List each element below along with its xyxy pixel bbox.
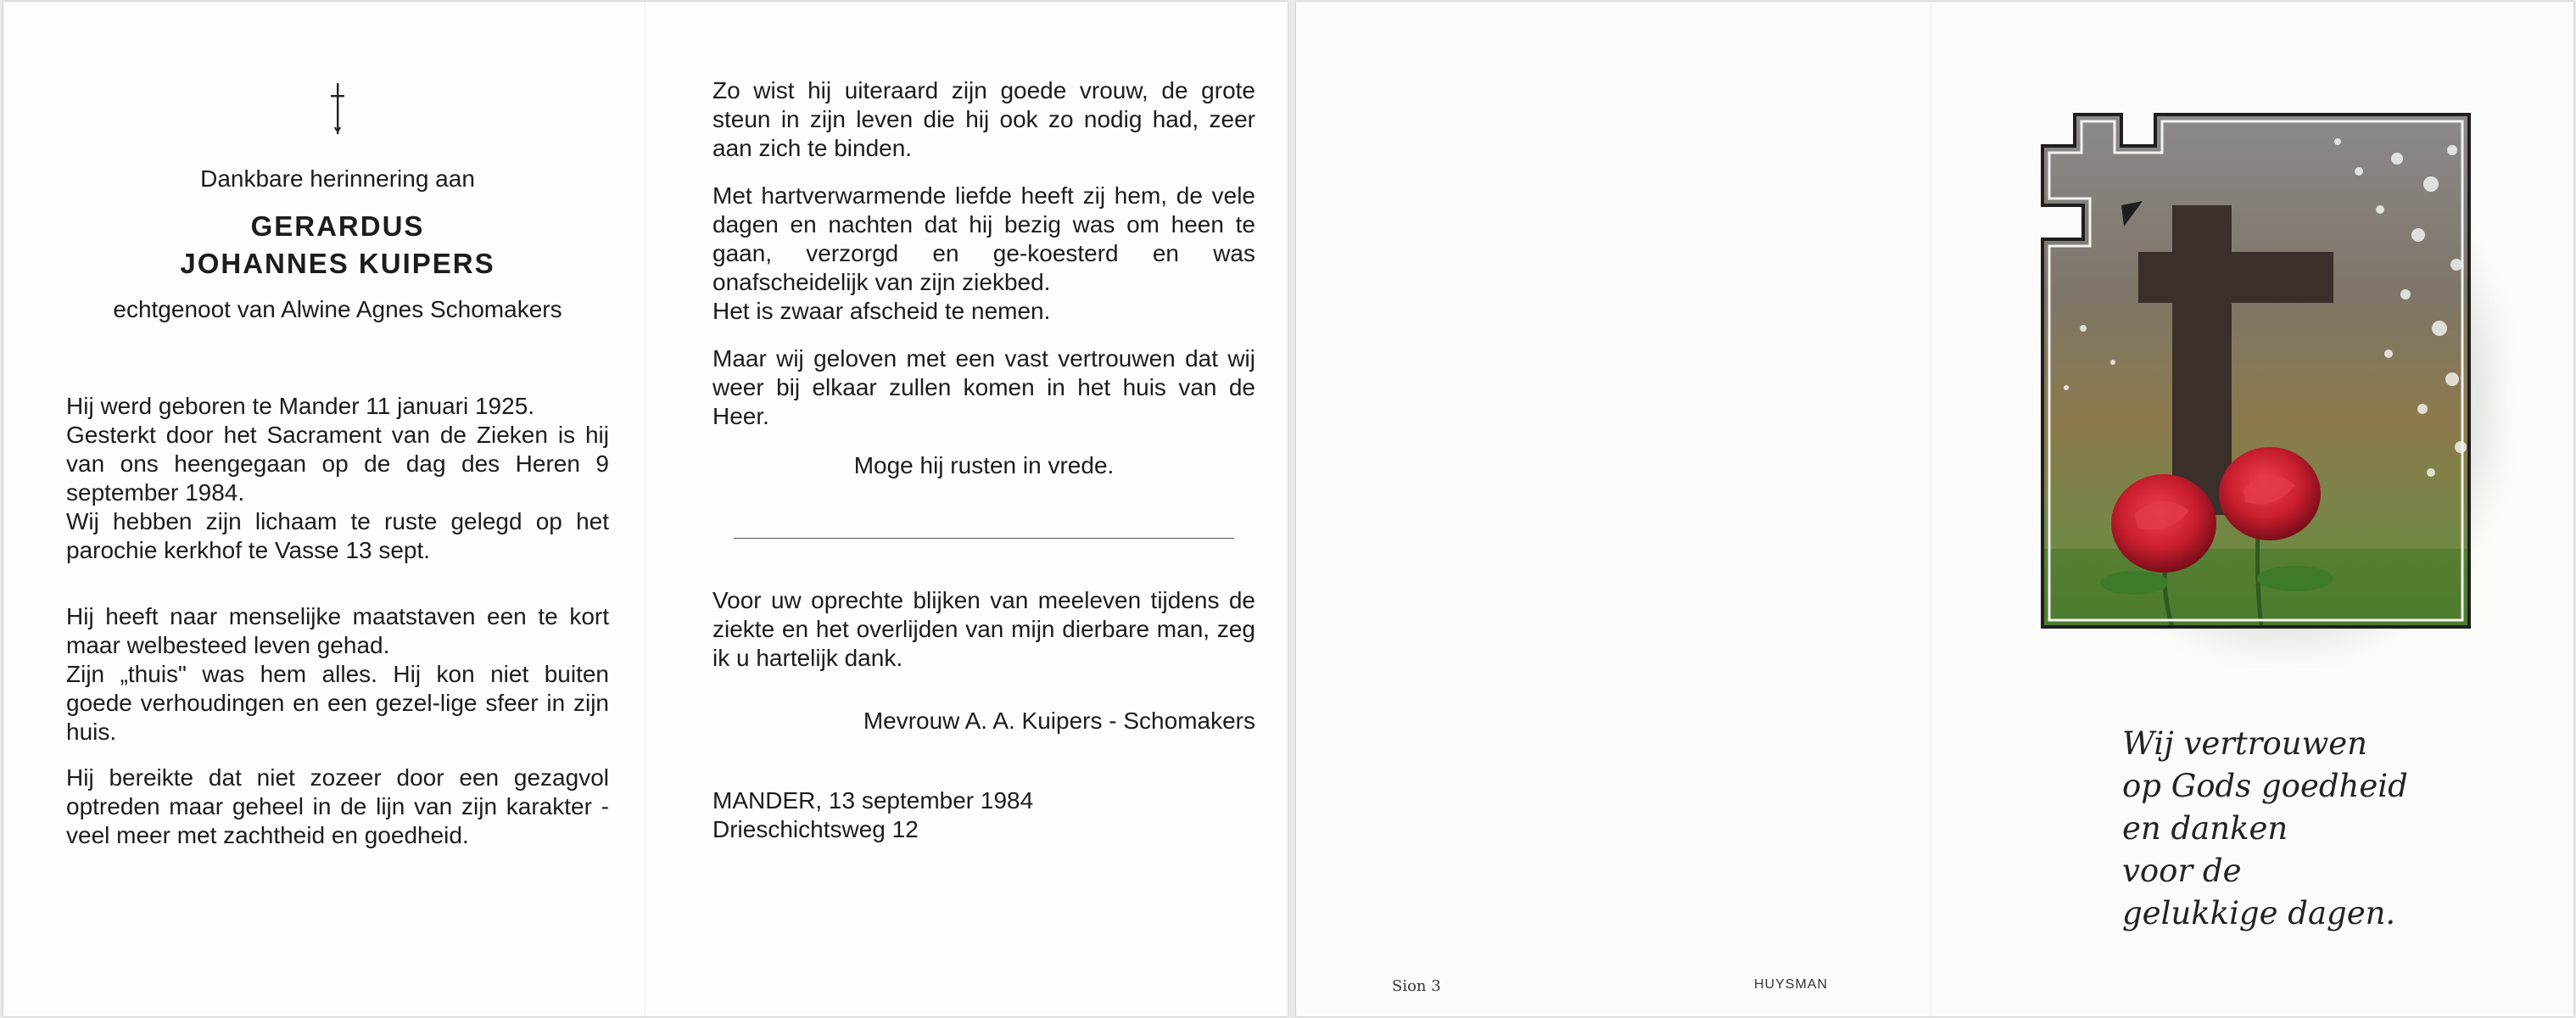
poem-line: voor de: [2122, 853, 2242, 889]
left-card: [3, 2, 1288, 1016]
rest-in-peace-text: Moge hij rusten in vrede.: [853, 452, 1115, 478]
printer-code: Sion 3: [1392, 977, 1441, 995]
home-paragraph: Zijn „thuis" was hem alles. Hij kon niet buiten goede verhoudingen en een gezel-lige sfeer in zijn huis.: [66, 661, 609, 745]
burial-paragraph: Wij hebben zijn lichaam te ruste gelegd op het parochie kerkhof te Vasse 13 sept.: [66, 508, 609, 563]
poem-line: Wij vertrouwen: [2122, 725, 2367, 762]
address-text: Drieschichtsweg 12: [712, 816, 919, 842]
printer-name: HUYSMAN: [1754, 977, 1829, 992]
wife-paragraph: Zo wist hij uiteraard zijn goede vrouw, de grote steun in zijn leven die hij ook zo nodig had, zeer aan zich te binden.: [712, 77, 1255, 161]
heading-text: Dankbare herinnering aan: [200, 165, 475, 192]
deceased-name-line1: GERARDUS: [250, 210, 425, 242]
small-cross-icon: [331, 83, 344, 134]
photo-frame: [2032, 108, 2478, 634]
left-column: [66, 165, 609, 850]
rose-icon: [2219, 447, 2321, 540]
place-date-text: MANDER, 13 september 1984: [712, 787, 1034, 814]
deceased-name-line2: JOHANNES KUIPERS: [180, 248, 495, 279]
rose-icon: [2111, 474, 2216, 573]
thanks-paragraph: Voor uw oprechte blijken van meeleven tijdens de ziekte en het overlijden van mijn dierbare man, zeg ik u hartelijk dank.: [712, 587, 1255, 671]
birth-paragraph: Hij werd geboren te Mander 11 januari 1925.: [66, 393, 535, 419]
poem-line: op Gods goedheid: [2122, 768, 2408, 804]
care-paragraph: Met hartverwarmende liefde heeft zij hem, de vele dagen en nachten dat hij bezig was om heen te gaan, verzorgd en ge-koesterd en was onafscheidelijk van zijn ziekbed.: [712, 182, 1255, 295]
life-paragraph: Hij heeft naar menselijke maatstaven een te kort maar welbesteed leven gehad.: [66, 603, 609, 658]
spouse-text: echtgenoot van Alwine Agnes Schomakers: [113, 296, 562, 322]
divider-line: [734, 538, 1234, 539]
right-column: [712, 76, 1255, 844]
cross-roses-picture: [2032, 108, 2478, 634]
death-paragraph: Gesterkt door het Sacrament van de Zieken is hij van ons heengegaan op de dag des Heren 9 september 1984.: [66, 422, 609, 506]
poem-line: en danken: [2122, 810, 2288, 847]
farewell-paragraph: Het is zwaar afscheid te nemen.: [712, 298, 1051, 324]
poem-line: gelukkige dagen.: [2122, 895, 2396, 931]
signature-text: Mevrouw A. A. Kuipers - Schomakers: [863, 708, 1255, 734]
right-card: [1296, 2, 2573, 1016]
poem-block: [2122, 723, 2546, 935]
faith-paragraph: Maar wij geloven met een vast vertrouwen dat wij weer bij elkaar zullen komen in het huis van de Heer.: [712, 345, 1255, 429]
character-paragraph: Hij bereikte dat niet zozeer door een gezagvol optreden maar geheel in de lijn van zijn karakter - veel meer met zachtheid en goedheid.: [66, 764, 609, 848]
